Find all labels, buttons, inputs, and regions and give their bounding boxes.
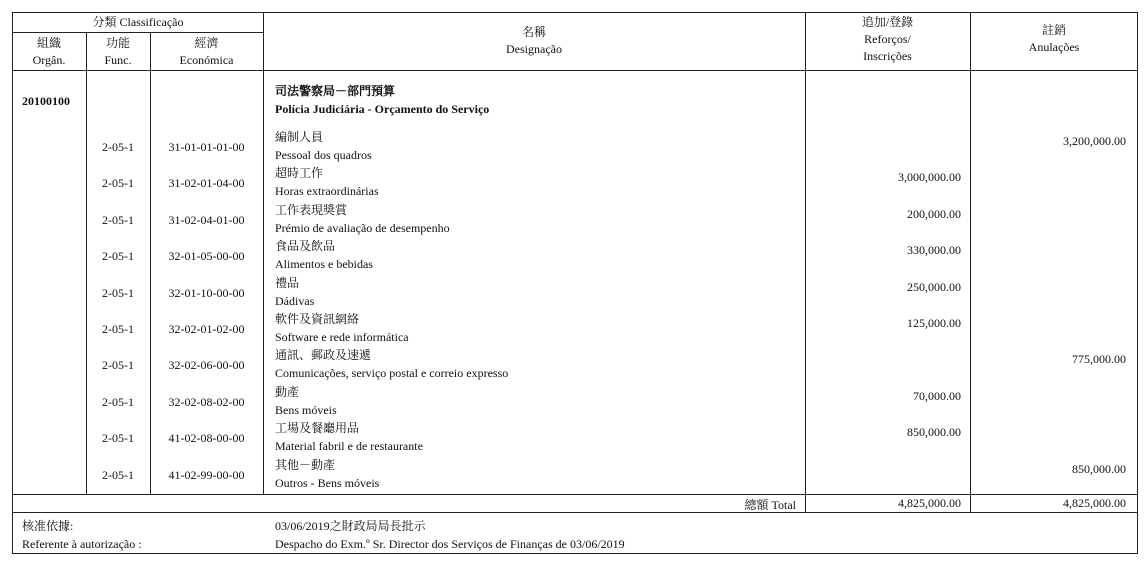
- row-designation-zh: 編制人員: [275, 130, 324, 144]
- row-designation-pt: Dádivas: [275, 294, 315, 308]
- row-designation-pt: Material fabril e de restaurante: [275, 439, 423, 453]
- header-reforcos-pt2: Inscrições: [863, 49, 912, 63]
- header-organ: [12, 35, 86, 69]
- authorization-text-zh: 03/06/2019之財政局局長批示: [275, 519, 426, 533]
- row-econ: 41-02-08-00-00: [168, 431, 245, 445]
- row-designation: [275, 310, 409, 346]
- row-func: 2-05-1: [102, 213, 134, 227]
- row-econ: 32-02-06-00-00: [168, 358, 245, 372]
- row-designation-pt: Horas extraordinárias: [275, 184, 379, 198]
- row-designation: [275, 164, 379, 200]
- row-designation: [275, 456, 379, 492]
- header-organ-pt: Orgân.: [32, 53, 66, 67]
- row-reforcos: 70,000.00: [913, 389, 961, 403]
- row-designation-zh: 超時工作: [275, 166, 324, 180]
- row-econ: 32-02-01-02-00: [168, 322, 245, 336]
- row-designation-pt: Bens móveis: [275, 403, 337, 417]
- row-designation-pt: Pessoal dos quadros: [275, 148, 372, 162]
- col-divider: [970, 12, 971, 512]
- header-reforcos-zh: 追加/登錄: [861, 15, 914, 29]
- row-designation: [275, 274, 314, 310]
- header-divider: [12, 70, 1138, 71]
- section-title: [275, 82, 489, 118]
- row-designation-pt: Comunicações, serviço postal e correio expresso: [275, 366, 509, 380]
- header-anulacoes: [970, 22, 1138, 56]
- header-anulacoes-zh: 註銷: [1041, 23, 1066, 37]
- header-func: [86, 35, 150, 69]
- row-designation-zh: 工作表現獎賞: [275, 203, 348, 217]
- row-econ: 32-01-10-00-00: [168, 286, 245, 300]
- header-organ-zh: 組織: [36, 36, 61, 50]
- authorization-label-pt: Referente à autorização :: [22, 537, 142, 551]
- row-designation-zh: 禮品: [275, 276, 300, 290]
- row-designation: [275, 201, 450, 237]
- header-anulacoes-pt: Anulações: [1028, 40, 1080, 54]
- row-econ: 32-01-05-00-00: [168, 249, 245, 263]
- row-econ: 31-02-01-04-00: [168, 176, 245, 190]
- row-designation-zh: 工場及餐廳用品: [275, 421, 360, 435]
- row-designation-pt: Software e rede informática: [275, 330, 409, 344]
- row-designation-zh: 其他－動產: [275, 458, 336, 472]
- header-econ-pt: Económica: [179, 53, 234, 67]
- row-designation-zh: 動產: [275, 385, 300, 399]
- row-designation: [275, 419, 423, 455]
- row-econ: 31-02-04-01-00: [168, 213, 245, 227]
- row-func: 2-05-1: [102, 140, 134, 154]
- row-func: 2-05-1: [102, 286, 134, 300]
- row-anulacoes: 3,200,000.00: [1063, 134, 1126, 148]
- row-designation-zh: 食品及飲品: [275, 239, 336, 253]
- total-reforcos: 4,825,000.00: [898, 496, 961, 510]
- row-designation-zh: 通訊、郵政及速遞: [275, 348, 372, 362]
- organ-code: 20100100: [22, 94, 70, 108]
- row-func: 2-05-1: [102, 395, 134, 409]
- row-designation-pt: Prémio de avaliação de desempenho: [275, 221, 450, 235]
- section-title-pt: Polícia Judiciária - Orçamento do Serviço: [275, 102, 490, 116]
- section-title-zh: 司法警察局－部門預算: [275, 84, 396, 98]
- row-econ: 31-01-01-01-00: [168, 140, 245, 154]
- header-func-zh: 功能: [105, 36, 130, 50]
- row-func: 2-05-1: [102, 358, 134, 372]
- row-reforcos: 125,000.00: [907, 316, 961, 330]
- row-reforcos: 250,000.00: [907, 280, 961, 294]
- header-classification: 分類 Classificação: [92, 15, 184, 29]
- row-designation-pt: Alimentos e bebidas: [275, 257, 373, 271]
- row-func: 2-05-1: [102, 468, 134, 482]
- header-econ-zh: 經濟: [194, 36, 219, 50]
- row-designation: [275, 383, 337, 419]
- header-func-pt: Func.: [104, 53, 132, 67]
- authorization-label: [22, 517, 142, 553]
- header-sub-divider: [12, 32, 264, 33]
- row-reforcos: 330,000.00: [907, 243, 961, 257]
- row-func: 2-05-1: [102, 249, 134, 263]
- total-divider: [12, 494, 1138, 495]
- row-func: 2-05-1: [102, 322, 134, 336]
- header-reforcos: [805, 14, 970, 65]
- footer-divider: [12, 512, 1138, 513]
- header-designation-zh: 名稱: [521, 25, 546, 39]
- row-anulacoes: 775,000.00: [1072, 352, 1126, 366]
- authorization-text: [275, 517, 625, 553]
- row-designation-zh: 軟件及資訊網絡: [275, 312, 360, 326]
- row-reforcos: 850,000.00: [907, 425, 961, 439]
- col-divider: [263, 12, 264, 494]
- authorization-label-zh: 核准依據:: [22, 519, 74, 533]
- row-reforcos: 200,000.00: [907, 207, 961, 221]
- row-designation: [275, 128, 372, 164]
- row-designation: [275, 346, 508, 382]
- header-designation-pt: Designação: [506, 42, 562, 56]
- row-designation: [275, 237, 373, 273]
- row-anulacoes: 850,000.00: [1072, 462, 1126, 476]
- header-designation: [263, 24, 805, 58]
- row-func: 2-05-1: [102, 431, 134, 445]
- total-label: 總額 Total: [744, 498, 796, 512]
- header-econ: [150, 35, 263, 69]
- row-econ: 41-02-99-00-00: [168, 468, 245, 482]
- authorization-text-pt: Despacho do Exm.º Sr. Director dos Serviços de Finanças de 03/06/2019: [275, 537, 625, 551]
- row-reforcos: 3,000,000.00: [898, 170, 961, 184]
- row-designation-pt: Outros - Bens móveis: [275, 476, 380, 490]
- total-anulacoes: 4,825,000.00: [1063, 496, 1126, 510]
- row-econ: 32-02-08-02-00: [168, 395, 245, 409]
- header-reforcos-pt1: Reforços/: [864, 32, 911, 46]
- row-func: 2-05-1: [102, 176, 134, 190]
